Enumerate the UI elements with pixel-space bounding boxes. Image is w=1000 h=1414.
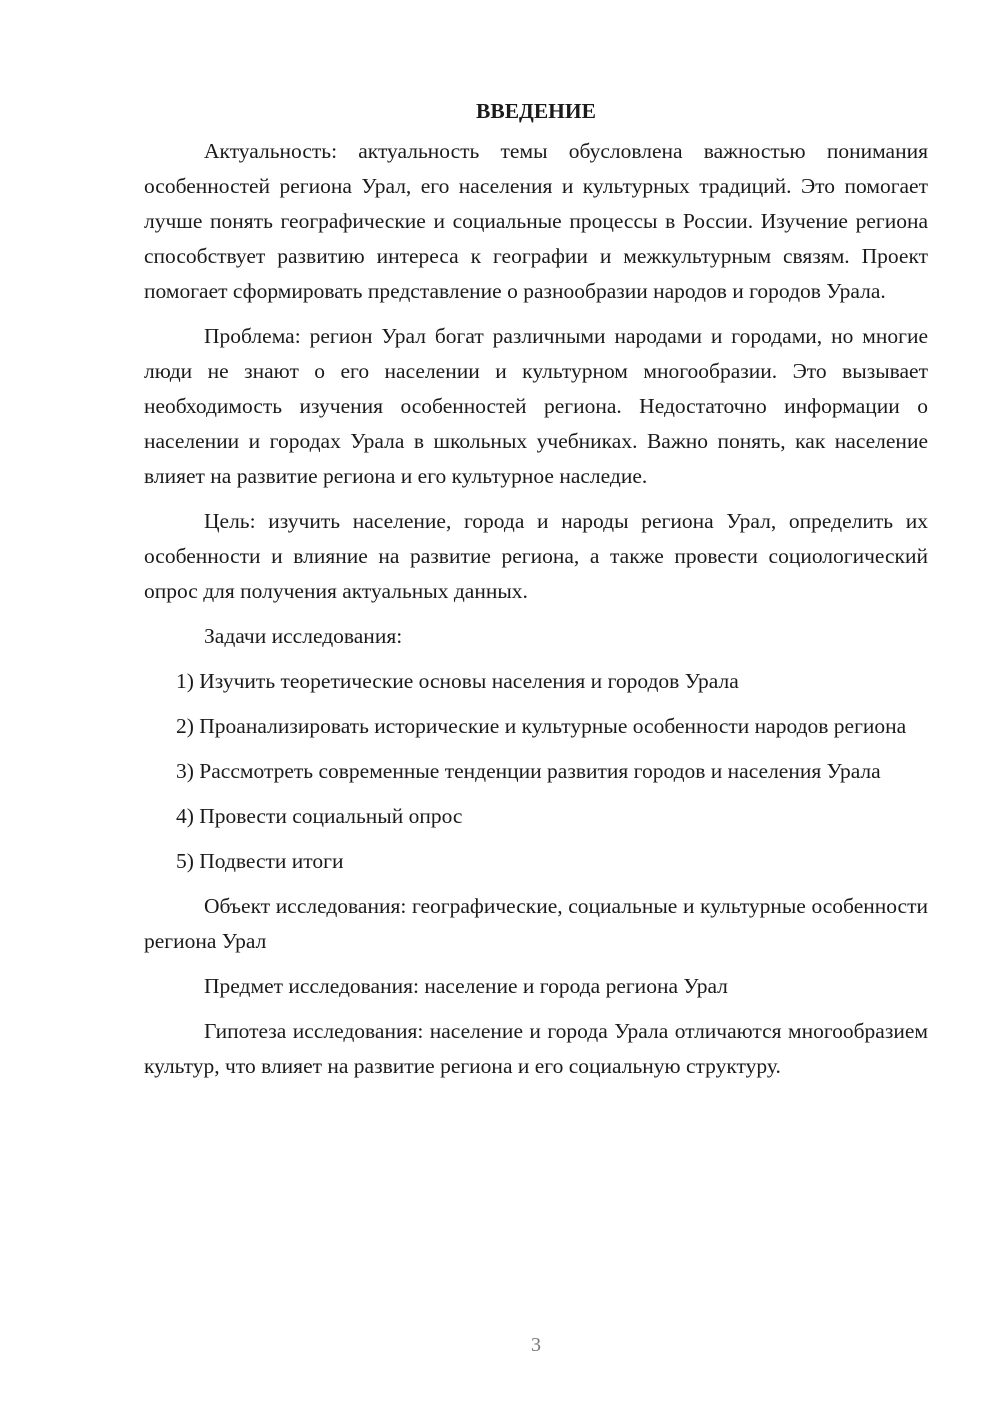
task-item: 5) Подвести итоги [176,849,344,873]
task-item: 1) Изучить теоретические основы населения и городов Урала [176,669,739,693]
task-item: 2) Проанализировать исторические и культурные особенности народов региона [176,714,907,738]
page-title: ВВЕДЕНИЕ [476,99,596,123]
paragraph-relevance: Актуальность: актуальность темы обусловлена важностью понимания особенностей региона Урал, его населения и культурных традиций. Это помогает лучше понять географические и социальные процессы в России. Изучение региона способствует развитию интереса к географии и межкультурным связям. Проект помогает сформировать представление о разнообразии народов и городов Урала. [144,139,928,303]
paragraph-tasks-heading: Задачи исследования: [204,624,403,648]
paragraph-object: Объект исследования: географические, социальные и культурные особенности региона Урал [144,894,928,953]
paragraph-goal: Цель: изучить население, города и народы региона Урал, определить их особенности и влияние на развитие региона, а также провести социологический опрос для получения актуальных данных. [144,509,928,603]
paragraph-hypothesis: Гипотеза исследования: население и города Урала отличаются многообразием культур, что влияет на развитие региона и его социальную структуру. [144,1019,928,1078]
paragraph-problem: Проблема: регион Урал богат различными народами и городами, но многие люди не знают о его населении и культурном многообразии. Это вызывает необходимость изучения особенностей региона. Недостаточно информации о населении и городах Урала в школьных учебниках. Важно понять, как население влияет на развитие региона и его культурное наследие. [144,324,928,488]
paragraph-subject: Предмет исследования: население и города региона Урал [204,974,728,998]
task-item: 4) Провести социальный опрос [176,804,463,828]
page-content [144,96,928,1094]
task-item: 3) Рассмотреть современные тенденции развития городов и населения Урала [176,759,881,783]
page-number: 3 [531,1334,541,1356]
